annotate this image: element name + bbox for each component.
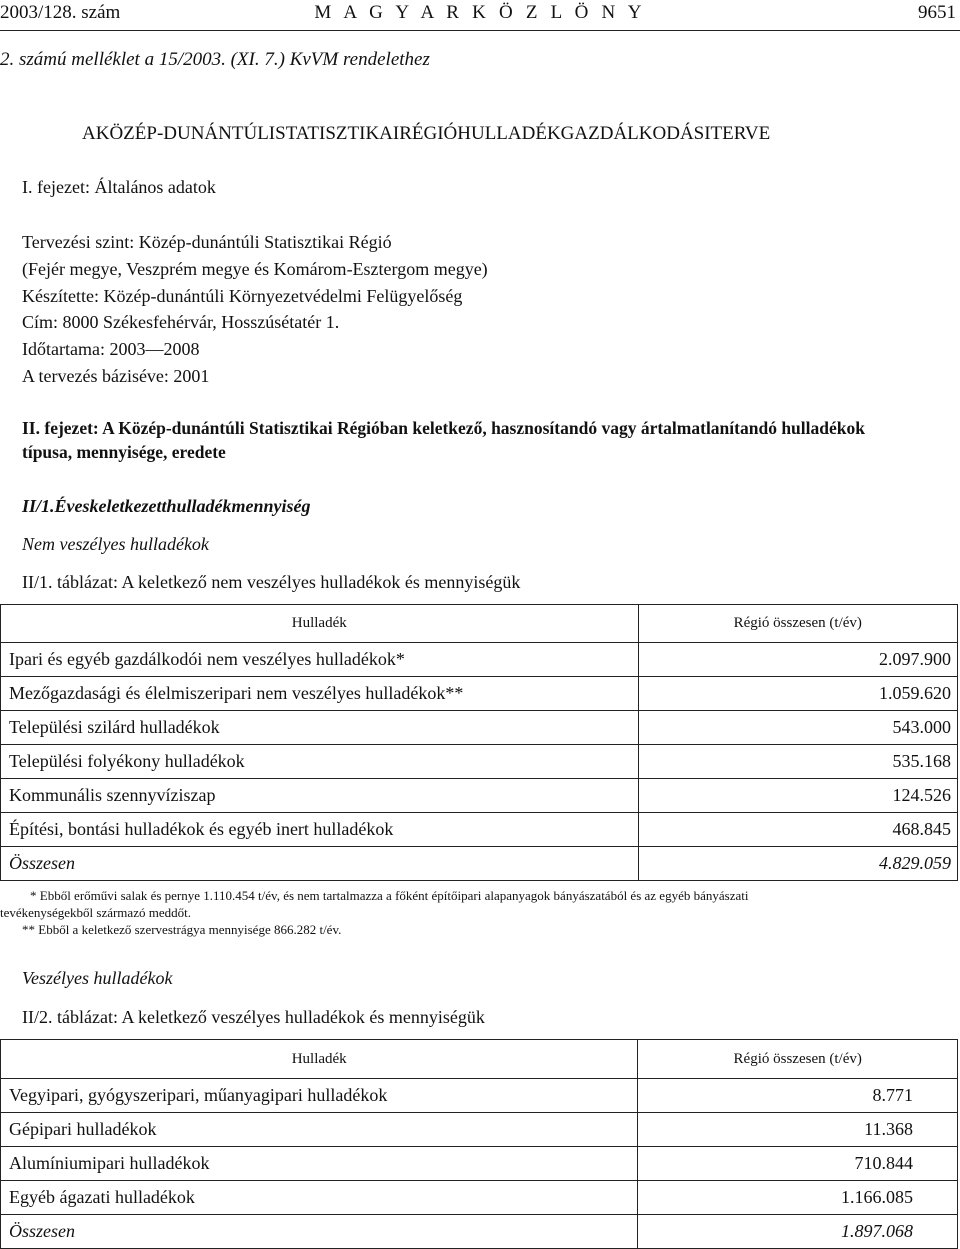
waste-name: Gépipari hulladékok xyxy=(1,1113,638,1147)
waste-name: Vegyipari, gyógyszeripari, műanyagipari hulladékok xyxy=(1,1079,638,1113)
nonhazardous-heading: Nem veszélyes hulladékok xyxy=(22,534,209,554)
table-row xyxy=(1,779,958,813)
footnote-1-line1: * Ebből erőművi salak és pernye 1.110.454 t/év, és nem tartalmazza a főként építőipari alapanyagok bányászatából és az egyéb bányászati xyxy=(30,888,749,903)
chapter1-line: Cím: 8000 Székesfehérvár, Hosszúsétatér 1. xyxy=(22,312,340,332)
waste-value: 1.166.085 xyxy=(638,1181,958,1215)
waste-name: Ipari és egyéb gazdálkodói nem veszélyes hulladékok* xyxy=(1,643,639,677)
waste-value: 710.844 xyxy=(638,1147,958,1181)
waste-value: 543.000 xyxy=(638,711,958,745)
table-row xyxy=(1,677,958,711)
chapter1-line: A tervezés báziséve: 2001 xyxy=(22,366,210,386)
total-label: Összesen xyxy=(1,1215,638,1249)
issue-number: 2003/128. szám xyxy=(0,2,121,23)
plan-title: AKÖZÉP-DUNÁNTÚLISTATISZTIKAIRÉGIÓHULLADÉKGAZDÁLKODÁSITERVE xyxy=(82,123,771,144)
chapter1-line: (Fejér megye, Veszprém megye és Komárom-Esztergom megye) xyxy=(22,259,488,279)
page-header xyxy=(0,2,960,28)
table-row xyxy=(1,745,958,779)
table-row xyxy=(1,1113,958,1147)
column-header-region-total: Régió összesen (t/év) xyxy=(638,1040,958,1079)
waste-value: 11.368 xyxy=(638,1113,958,1147)
waste-name: Egyéb ágazati hulladékok xyxy=(1,1181,638,1215)
table2-caption: II/2. táblázat: A keletkező veszélyes hulladékok és mennyiségük xyxy=(22,1007,485,1027)
chapter1-title: I. fejezet: Általános adatok xyxy=(22,177,216,197)
page-number: 9651 xyxy=(918,2,956,23)
chapter2-title-line2: típusa, mennyisége, eredete xyxy=(22,442,226,462)
total-label: Összesen xyxy=(1,847,639,881)
waste-name: Mezőgazdasági és élelmiszeripari nem veszélyes hulladékok** xyxy=(1,677,639,711)
table-row xyxy=(1,1181,958,1215)
hazardous-heading: Veszélyes hulladékok xyxy=(22,968,173,988)
chapter1-line: Tervezési szint: Közép-dunántúli Statisztikai Régió xyxy=(22,232,392,252)
table-row xyxy=(1,813,958,847)
waste-value: 2.097.900 xyxy=(638,643,958,677)
table-row xyxy=(1,1147,958,1181)
waste-value: 1.059.620 xyxy=(638,677,958,711)
waste-value: 8.771 xyxy=(638,1079,958,1113)
table1-caption: II/1. táblázat: A keletkező nem veszélyes hulladékok és mennyiségük xyxy=(22,572,521,592)
table-row xyxy=(1,1079,958,1113)
footnote-1-line2: tevékenységekből származó meddőt. xyxy=(0,905,191,920)
header-rule xyxy=(0,30,960,31)
nonhazardous-waste-table xyxy=(0,604,958,881)
waste-name: Települési folyékony hulladékok xyxy=(1,745,639,779)
table-header-row xyxy=(1,1040,958,1079)
chapter1-line: Időtartama: 2003—2008 xyxy=(22,339,200,359)
table-row xyxy=(1,711,958,745)
table-total-row xyxy=(1,1215,958,1249)
waste-value: 535.168 xyxy=(638,745,958,779)
journal-title: M A G Y A R K Ö Z L Ö N Y xyxy=(314,2,646,23)
section-title: II/1.Éveskeletkezetthulladékmennyiség xyxy=(22,496,311,516)
table-row xyxy=(1,643,958,677)
table-header-row xyxy=(1,605,958,643)
annex-title: 2. számú melléklet a 15/2003. (XI. 7.) KvVM rendelethez xyxy=(0,49,430,70)
waste-name: Kommunális szennyvíziszap xyxy=(1,779,639,813)
column-header-waste: Hulladék xyxy=(1,1040,638,1079)
waste-name: Építési, bontási hulladékok és egyéb inert hulladékok xyxy=(1,813,639,847)
total-value: 1.897.068 xyxy=(638,1215,958,1249)
waste-value: 468.845 xyxy=(638,813,958,847)
chapter2-title-line1: II. fejezet: A Közép-dunántúli Statisztikai Régióban keletkező, hasznosítandó vagy ártalmatlanítandó hulladékok xyxy=(22,418,865,438)
column-header-region-total: Régió összesen (t/év) xyxy=(638,605,958,643)
hazardous-waste-table xyxy=(0,1039,958,1249)
waste-value: 124.526 xyxy=(638,779,958,813)
table-total-row xyxy=(1,847,958,881)
total-value: 4.829.059 xyxy=(638,847,958,881)
waste-name: Települési szilárd hulladékok xyxy=(1,711,639,745)
waste-name: Alumíniumipari hulladékok xyxy=(1,1147,638,1181)
column-header-waste: Hulladék xyxy=(1,605,639,643)
chapter1-line: Készítette: Közép-dunántúli Környezetvédelmi Felügyelőség xyxy=(22,286,463,306)
footnote-2: ** Ebből a keletkező szervestrágya mennyisége 866.282 t/év. xyxy=(22,922,342,937)
